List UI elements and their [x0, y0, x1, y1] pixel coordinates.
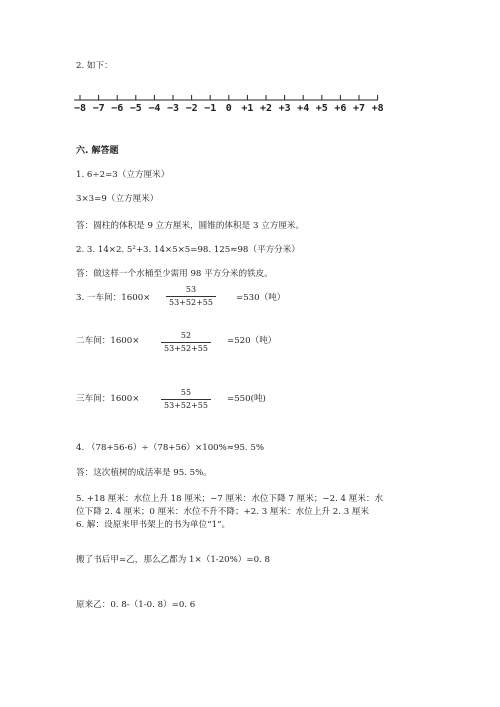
number-line-label: −3 [166, 103, 180, 114]
number-line-label: +8 [371, 103, 384, 114]
answer-q6-line-3: 原来乙：0. 8-（1-0. 8）=0. 6 [76, 600, 196, 610]
fraction [160, 332, 212, 353]
answer-line-1: 1. 6÷2=3（立方厘米） [76, 170, 170, 180]
number-line-label: −5 [129, 103, 142, 114]
answer-line-3: 答：圆柱的体积是 9 立方厘米，圆锥的体积是 3 立方厘米。 [76, 221, 305, 231]
workshop-result: =530（吨） [236, 293, 286, 303]
section-intro: 2. 如下： [76, 61, 113, 71]
fraction-denominator: 53+52+55 [169, 298, 213, 307]
section-heading: 六. 解答题 [76, 146, 119, 156]
answer-q6-line-1: 6. 解：设原来甲书架上的书为单位“1”。 [76, 520, 231, 530]
answer-q5-line-1: 5. +18 厘米：水位上升 18 厘米；−7 厘米：水位下降 7 厘米；−2. 4 厘米：水 [76, 494, 384, 504]
answer-q5-line-2: 位下降 2. 4 厘米；0 厘米：水位不升不降；+2. 3 厘米：水位上升 2. 3 厘米 [76, 507, 370, 517]
answer-q4-summary: 答：这次植树的成活率是 95. 5%。 [76, 468, 212, 478]
number-line-label: −4 [148, 103, 161, 114]
answer-q4: 4. （78+56-6）÷（78+56）×100%≈95. 5% [76, 443, 265, 453]
number-line-label: +7 [352, 103, 366, 114]
fraction-denominator: 53+52+55 [164, 401, 208, 410]
workshop-prefix: 三车间：1600× [76, 394, 140, 404]
fraction-denominator: 53+52+55 [164, 344, 208, 353]
answer-line-4: 2. 3. 14×2. 5²+3. 14×5×5=98. 125≈98（平方分米） [76, 245, 300, 255]
number-line-label: +5 [315, 103, 328, 114]
answer-q6-line-2: 搬了书后甲=乙，那么乙都为 1×（1-20%）=0. 8 [76, 555, 270, 565]
number-line [72, 90, 384, 122]
workshop-result: =520（吨） [227, 336, 277, 346]
fraction-numerator: 52 [180, 331, 192, 340]
answer-line-5: 答：做这样一个水桶至少需用 98 平方分米的铁皮。 [76, 269, 273, 279]
fraction-numerator: 53 [185, 285, 197, 294]
fraction [160, 389, 212, 410]
number-line-label: 0 [225, 103, 232, 114]
number-line-label: −2 [185, 103, 198, 114]
number-line-label: +6 [334, 103, 347, 114]
number-line-label: +4 [297, 103, 310, 114]
number-line-label: −7 [92, 103, 105, 114]
workshop-result: =550(吨) [227, 394, 266, 404]
number-line-label: +2 [259, 103, 273, 114]
number-line-label: +3 [278, 103, 291, 114]
fraction [165, 286, 217, 307]
fraction-numerator: 55 [180, 388, 192, 397]
workshop-prefix: 3. 一车间：1600× [76, 293, 151, 303]
number-line-label: −8 [73, 103, 87, 114]
number-line-label: −1 [204, 103, 217, 114]
number-line-label: −6 [111, 103, 124, 114]
workshop-prefix: 二车间：1600× [76, 336, 140, 346]
number-line-label: +1 [241, 103, 254, 114]
answer-line-2: 3×3=9（立方厘米） [76, 194, 159, 204]
